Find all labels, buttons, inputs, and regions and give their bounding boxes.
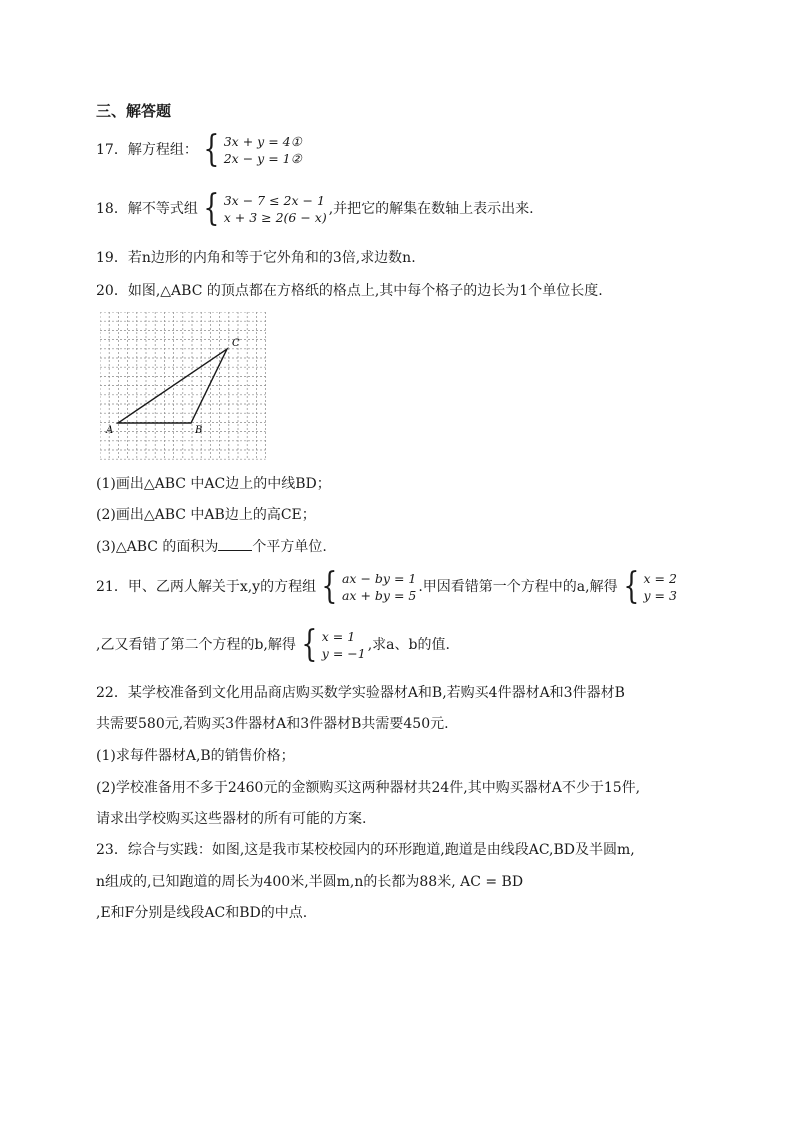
q21-sol1-y: y = 3: [643, 588, 677, 603]
q20-part-2: (2)画出△ABC 中AB边上的高CE；: [96, 507, 316, 523]
q18-text: 18．解不等式组: [96, 201, 198, 217]
question-19: 19．若n边形的内角和等于它外角和的3倍,求边数n.: [96, 250, 416, 266]
q21-text: 21．甲、乙两人解关于x,y的方程组: [96, 579, 317, 595]
q22-part-2-line-2: 请求出学校购买这些器材的所有可能的方案.: [96, 811, 367, 827]
q17-text: 17．解方程组：: [96, 142, 198, 158]
brace-icon: {: [203, 129, 220, 170]
question-17: [96, 130, 304, 170]
vertex-label-a: A: [106, 425, 114, 436]
q21-solution-2: [298, 624, 366, 665]
q22-line-1: 22．某学校准备到文化用品商店购买数学实验器材A和B,若购买4件器材A和3件器材B: [96, 685, 625, 701]
q21-equation-2: ax + by = 5: [341, 588, 417, 603]
q21-sol2-y: y = −1: [321, 646, 366, 661]
q17-equation-2: 2x − y = 1②: [223, 151, 302, 166]
q21-sol1-x: x = 2: [643, 571, 677, 586]
q18-inequality-2: x + 3 ≥ 2(6 − x): [223, 210, 327, 225]
brace-icon: {: [623, 566, 640, 607]
q21-line2-text: ,乙又看错了第二个方程的b,解得: [96, 637, 296, 653]
q22-part-2-line-1: (2)学校准备用不多于2460元的金额购买这两种器材共24件,其中购买器材A不少于15件,: [96, 780, 641, 796]
triangle-grid-figure: [100, 312, 268, 460]
question-18: [96, 187, 534, 231]
q21-equation-1: ax − by = 1: [341, 571, 417, 586]
q18-inequality-1: 3x − 7 ≤ 2x − 1: [223, 193, 325, 208]
q21-solution-1: [620, 566, 677, 607]
q20-part-3-text: (3)△ABC 的面积为: [96, 539, 219, 555]
q17-equation-system: [200, 129, 302, 170]
q20-part-3: [96, 536, 327, 557]
section-heading: 三、解答题: [96, 102, 172, 120]
q18-inequality-system: [200, 188, 327, 229]
q22-line-2: 共需要580元,若购买3件器材A和3件器材B共需要450元.: [96, 716, 449, 732]
q18-text-after: ,并把它的解集在数轴上表示出来.: [328, 201, 534, 217]
q23-line-3: ,E和F分别是线段AC和BD的中点.: [96, 905, 308, 921]
q20-part-1: (1)画出△ABC 中AC边上的中线BD；: [96, 476, 331, 492]
q17-equation-1: 3x + y = 4①: [223, 134, 302, 149]
brace-icon: {: [321, 566, 338, 607]
q21-line2-after: ,求a、b的值.: [367, 637, 450, 653]
question-21-line-2: [96, 624, 450, 666]
q23-line-2: n组成的,已知跑道的周长为400米,半圆m,n的长都为88米, AC = BD: [96, 874, 524, 890]
question-20: 20．如图,△ABC 的顶点都在方格纸的格点上,其中每个格子的边长为1个单位长度.: [96, 283, 603, 299]
q22-part-1: (1)求每件器材A,B的销售价格；: [96, 748, 295, 764]
vertex-label-b: B: [195, 425, 203, 436]
q21-system: [318, 566, 417, 607]
brace-icon: {: [203, 188, 220, 229]
vertex-label-c: C: [232, 338, 240, 349]
q21-text-mid: .甲因看错第一个方程中的a,解得: [418, 579, 618, 595]
grid-lines: [100, 312, 266, 459]
q20-part-3-text-after: 个平方单位.: [252, 539, 327, 555]
answer-blank: [218, 536, 252, 551]
q23-line-1: 23．综合与实践：如图,这是我市某校校园内的环形跑道,跑道是由线段AC,BD及半圆m,: [96, 842, 635, 858]
question-21: [96, 566, 679, 608]
q21-sol2-x: x = 1: [321, 629, 356, 644]
brace-icon: {: [301, 624, 318, 665]
